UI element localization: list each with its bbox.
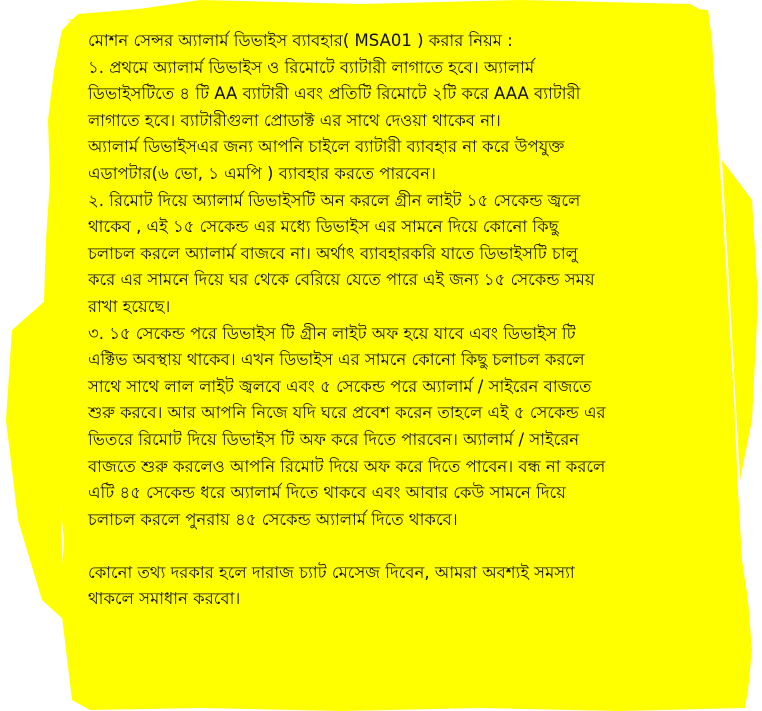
doc-line: ডিভাইসটিতে ৪ টি AA ব্যাটারী এবং প্রতিটি রিমোটে ২টি করে AAA ব্যাটারী [88,84,581,104]
doc-line: কোনো তথ্য দরকার হলে দারাজ চ্যাট মেসেজ দিবেন, আমরা অবশ্যই সমস্যা [88,562,575,582]
doc-line: সাথে সাথে লাল লাইট জ্বলবে এবং ৫ সেকেন্ড পরে অ্যালার্ম / সাইরেন বাজতে [88,376,592,396]
doc-line: বাজতে শুরু করলেও আপনি রিমোট দিয়ে অফ করে দিতে পাবেন। বন্ধ না করলে [88,456,606,476]
doc-line: ৩. ১৫ সেকেন্ড পরে ডিভাইস টি গ্রীন লাইট অফ হয়ে যাবে এবং ডিভাইস টি [88,323,576,343]
doc-line: এটি ৪৫ সেকেন্ড ধরে অ্যালার্ম দিতে থাকবে এবং আবার কেউ সামনে দিয়ে [88,483,566,503]
doc-title: মোশন সেন্সর অ্যালার্ম ডিভাইস ব্যাবহার( MSA01 ) করার নিয়ম : [88,31,513,50]
doc-line: ১. প্রথমে অ্যালার্ম ডিভাইস ও রিমোটে ব্যাটারী লাগাতে হবে। অ্যালার্ম [88,57,535,77]
doc-line: থাকেব , এই ১৫ সেকেন্ড এর মধ্যে ডিভাইস এর সামনে দিয়ে কোনো কিছু [88,217,559,237]
instruction-text [88,28,728,613]
doc-line: করে এর সামনে দিয়ে ঘর থেকে বেরিয়ে যেতে পারে এই জন্য ১৫ সেকেন্ড সময় [88,270,595,290]
doc-line: শুরু করবে। আর আপনি নিজে যদি ঘরে প্রবেশ করেন তাহলে এই ৫ সেকেন্ড এর [88,403,606,423]
doc-line: রাখা হয়েছে। [88,296,171,316]
doc-line: চলাচল করলে অ্যালার্ম বাজবে না। অর্থাৎ ব্যাবহারকরি যাতে ডিভাইসটি চালু [88,243,578,263]
doc-line: এডাপটার(৬ ভো, ১ এমপি ) ব্যাবহার করতে পারবেন। [88,163,436,183]
doc-line: অ্যালার্ম ডিভাইসএর জন্য আপনি চাইলে ব্যাটারী ব্যাবহার না করে উপযুক্ত [88,137,565,157]
doc-line: এক্টিভ অবস্থায় থাকেব। এখন ডিভাইস এর সামনে কোনো কিছু চলাচল করলে [88,350,585,370]
doc-line: লাগাতে হবে। ব্যাটারীগুলা প্রোডাক্ট এর সাথে দেওয়া থাকেব না। [88,110,501,130]
doc-line: ভিতরে রিমোট দিয়ে ডিভাইস টি অফ করে দিতে পারবেন। অ্যালার্ম / সাইরেন [88,429,580,449]
doc-line: ২. রিমোট দিয়ে অ্যালার্ম ডিভাইসটি অন করলে গ্রীন লাইট ১৫ সেকেন্ড জ্বলে [88,190,581,210]
blank-line [88,533,728,560]
doc-line: থাকলে সমাধান করবো। [88,589,241,609]
doc-line: চলাচল করলে পুনরায় ৪৫ সেকেন্ড অ্যালার্ম দিতে থাকবে। [88,509,458,529]
